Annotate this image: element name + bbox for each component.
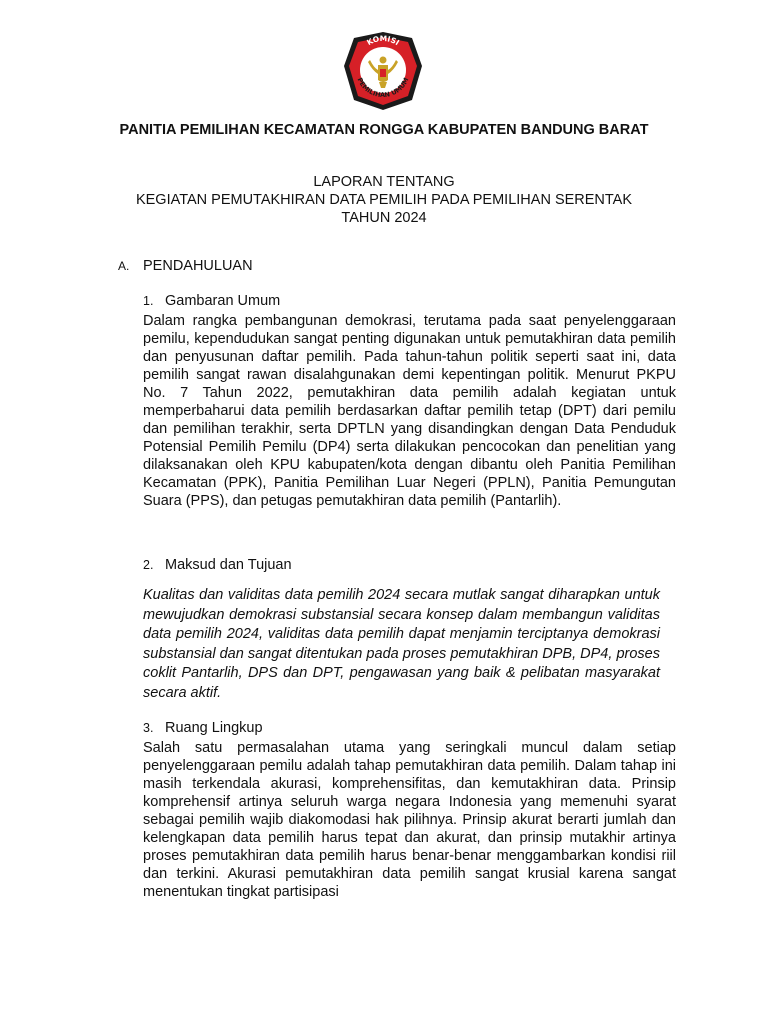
title-line-1: LAPORAN TENTANG [313, 174, 455, 190]
report-title [90, 173, 678, 227]
subsection-3-text: Salah satu permasalahan utama yang seringkali muncul dalam setiap penyelenggaraan pemilu adalah tahap pemutakhiran data pemilih. Dalam tahap ini masih terkendala akurasi, komprehensifitas, dan kemutakhiran data. Prinsip komprehensif artinya seluruh warga negara Indonesia yang memenuhi syarat sebagai pemilih wajib diakomodasi hak pilihnya. Prinsip akurat berarti jumlah dan kelengkapan data pemilih harus tepat dan akurat, dan prinsip mutakhir artinya proses pemutakhiran data pemilih harus benar-benar menggambarkan kondisi riil dan terkini. Akurasi pemutakhiran data pemilih sangat krusial karena sangat menentukan tingkat partisipasi [143, 740, 676, 900]
kpu-logo [342, 30, 424, 112]
logo-text-bottom: PEMILIHAN UMUM [355, 76, 411, 100]
subsection-2-heading [143, 557, 292, 573]
organization-name: PANITIA PEMILIHAN KECAMATAN RONGGA KABUPATEN BANDUNG BARAT [119, 122, 649, 138]
subsection-3-heading [143, 720, 263, 736]
logo-text-top: KOMISI [365, 33, 401, 48]
section-a-label: A. [118, 259, 130, 273]
subsection-3-number: 3. [143, 721, 154, 735]
subsection-1-text: Dalam rangka pembangunan demokrasi, terutama pada saat penyelenggaraan pemilu, kependudukan sangat penting digunakan untuk pemutakhiran data pemilih dan penyusunan daftar pemilih. Pada tahun-tahun politik seperti saat ini, data pemilih sangat rawan disalahgunakan demi kepentingan politik. Menurut PKPU No. 7 Tahun 2022, pemutakhiran data pemilih adalah kegiatan untuk memperbaharui data pemilih berdasarkan daftar pemilih tetap (DPT) dari pemilu dan pemilihan terakhir, serta DPTLN yang disandingkan dengan Data Penduduk Potensial Pemilih Pemilu (DP4) serta dilakukan pencocokan dan penelitian yang dilaksanakan oleh KPU kabupaten/kota dengan dibantu oleh Panitia Pemilihan Kecamatan (PPK), Panitia Pemilihan Luar Negeri (PPLN), Panitia Pemungutan Suara (PPS), dan petugas pemutakhiran data pemilih (Pantarlih). [143, 313, 676, 509]
subsection-2-text: Kualitas dan validitas data pemilih 2024 secara mutlak sangat diharapkan untuk mewujudkan demokrasi substansial secara konsep dalam membangun validitas data pemilih 2024, validitas data pemilih dapat menjamin terciptanya demokrasi substansial dan sangat ditentukan pada proses pemutakhiran DPB, DP4, proses coklit Pantarlih, DPS dan DPT, pengawasan yang baik & pelibatan masyarakat secara aktif. [143, 587, 660, 701]
subsection-2-number: 2. [143, 558, 154, 572]
section-a-heading [118, 258, 253, 274]
subsection-3-title: Ruang Lingkup [165, 720, 263, 736]
subsection-1-title: Gambaran Umum [165, 293, 281, 309]
section-a-title: PENDAHULUAN [143, 258, 253, 274]
kpu-logo-icon [342, 30, 424, 112]
subsection-1-number: 1. [143, 294, 154, 308]
subsection-2-title: Maksud dan Tujuan [165, 557, 292, 573]
subsection-1-heading [143, 293, 280, 309]
title-line-2: KEGIATAN PEMUTAKHIRAN DATA PEMILIH PADA PEMILIHAN SERENTAK [135, 192, 633, 208]
title-line-3: TAHUN 2024 [341, 210, 427, 226]
